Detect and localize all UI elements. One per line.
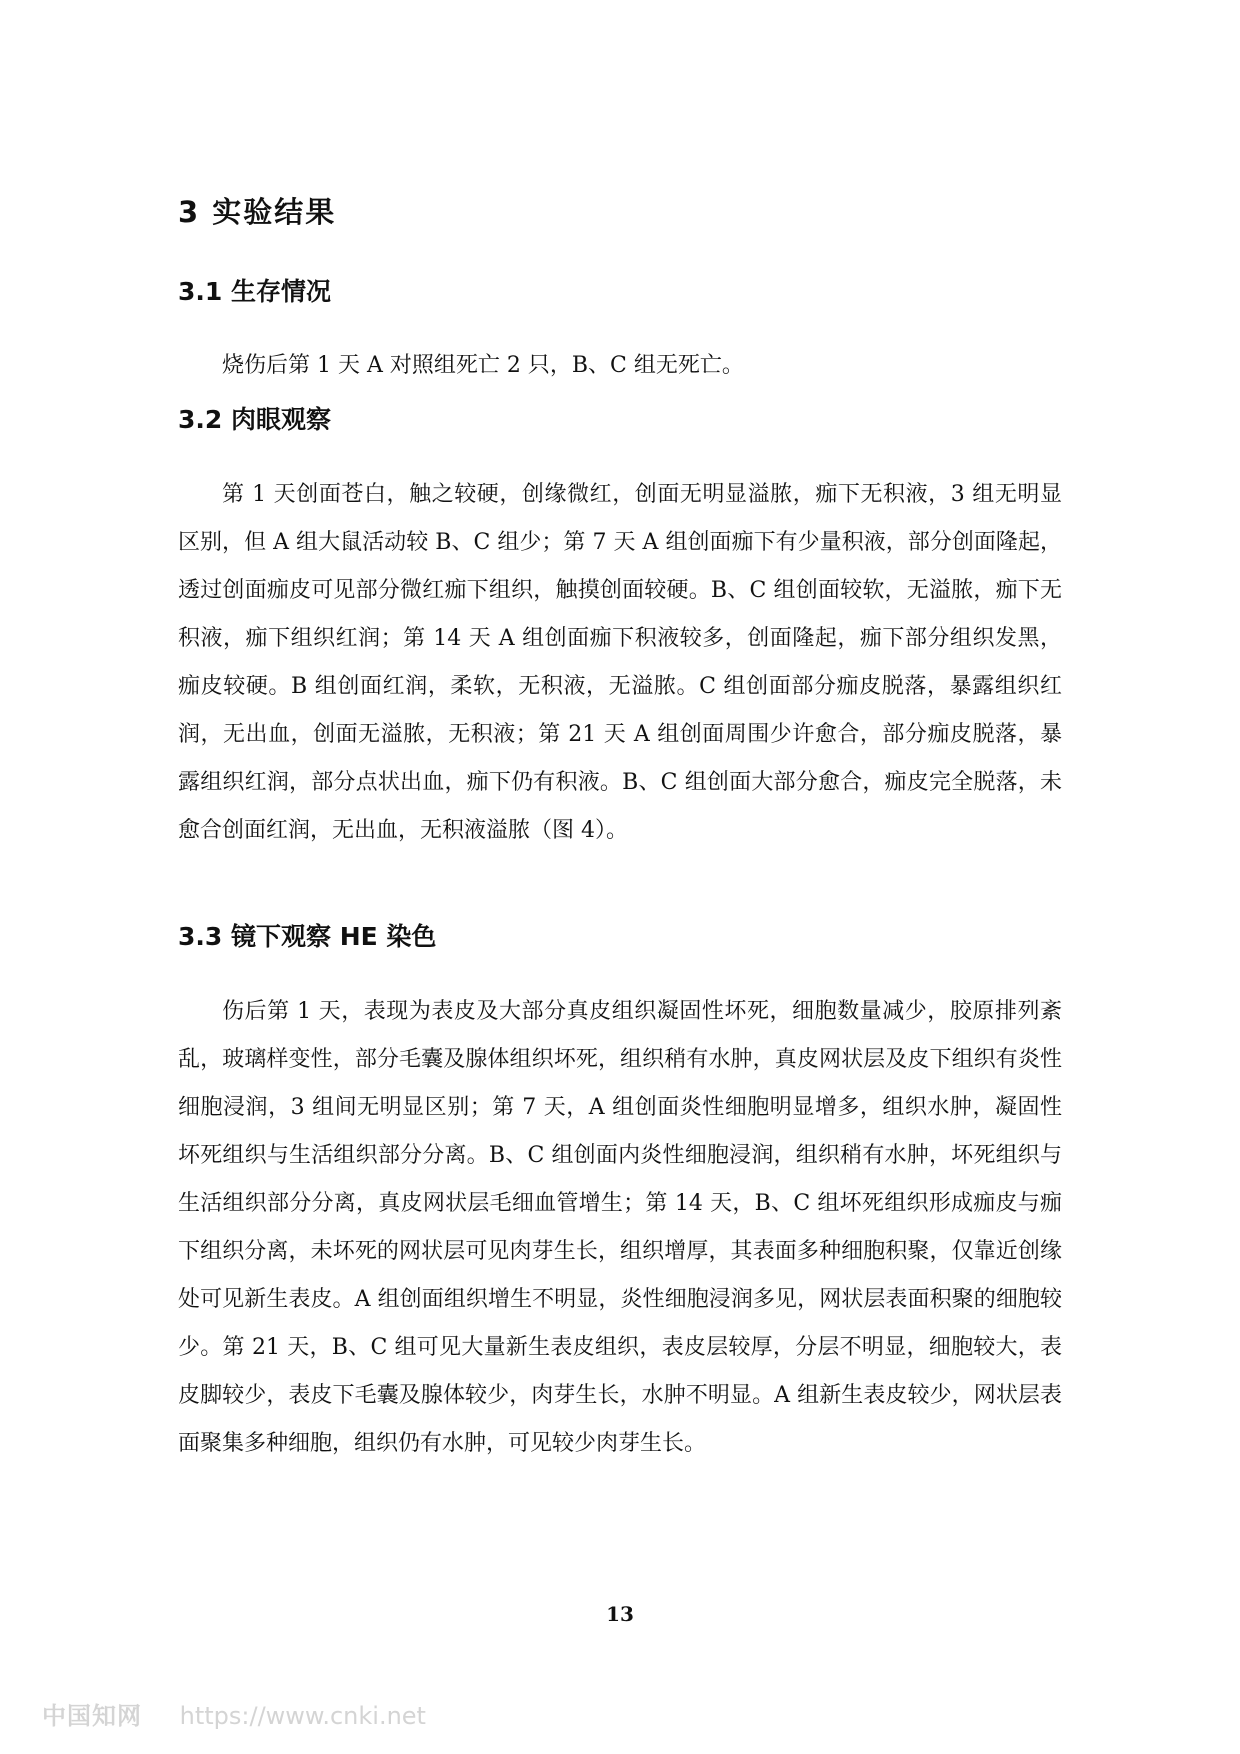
watermark-brand: 中国知网 bbox=[42, 1702, 142, 1730]
paragraph-3-3: 伤后第 1 天，表现为表皮及大部分真皮组织凝固性坏死，细胞数量减少，胶原排列紊乱，玻璃样变性，部分毛囊及腺体组织坏死，组织稍有水肿，真皮网状层及皮下组织有炎性细胞浸润，3 组间无明显区别；第 7 天，A 组创面炎性细胞明显增多，组织水肿，凝固性坏死组织与生活组织部分分离。B、C 组创面内炎性细胞浸润，组织稍有水肿，坏死组织与生活组织部分分离，真皮网状层毛细血管增生；第 14 天，B、C 组坏死组织形成痂皮与痂下组织分离，未坏死的网状层可见肉芽生长，组织增厚，其表面多种细胞积聚，仅靠近创缘处可见新生表皮。A 组创面组织增生不明显，炎性细胞浸润多见，网状层表面积聚的细胞较少。第 21 天，B、C 组可见大量新生表皮组织，表皮层较厚，分层不明显，细胞较大，表皮脚较少，表皮下毛囊及腺体较少，肉芽生长，水肿不明显。A 组新生表皮较少，网状层表面聚集多种细胞，组织仍有水肿，可见较少肉芽生长。 bbox=[178, 999, 1062, 1456]
subsection-heading-3-3: 3.3 镜下观察 HE 染色 bbox=[178, 922, 437, 951]
page-number: 13 bbox=[606, 1602, 634, 1626]
watermark-url: https://www.cnki.net bbox=[179, 1702, 426, 1730]
paragraph-3-2: 第 1 天创面苍白，触之较硬，创缘微红，创面无明显溢脓，痂下无积液，3 组无明显区别，但 A 组大鼠活动较 B、C 组少；第 7 天 A 组创面痂下有少量积液，部分创面隆起，透过创面痂皮可见部分微红痂下组织，触摸创面较硬。B、C 组创面较软，无溢脓，痂下无积液，痂下组织红润；第 14 天 A 组创面痂下积液较多，创面隆起，痂下部分组织发黑，痂皮较硬。B 组创面红润，柔软，无积液，无溢脓。C 组创面部分痂皮脱落，暴露组织红润，无出血，创面无溢脓，无积液；第 21 天 A 组创面周围少许愈合，部分痂皮脱落，暴露组织红润，部分点状出血，痂下仍有积液。B、C 组创面大部分愈合，痂皮完全脱落，未愈合创面红润，无出血，无积液溢脓（图 4）。 bbox=[178, 482, 1062, 843]
cnki-watermark bbox=[42, 1696, 426, 1731]
section-heading: 3 实验结果 bbox=[178, 195, 337, 229]
subsection-heading-3-1: 3.1 生存情况 bbox=[178, 277, 331, 306]
subsection-heading-3-2: 3.2 肉眼观察 bbox=[178, 405, 331, 434]
paragraph-3-1: 烧伤后第 1 天 A 对照组死亡 2 只，B、C 组无死亡。 bbox=[222, 353, 744, 378]
